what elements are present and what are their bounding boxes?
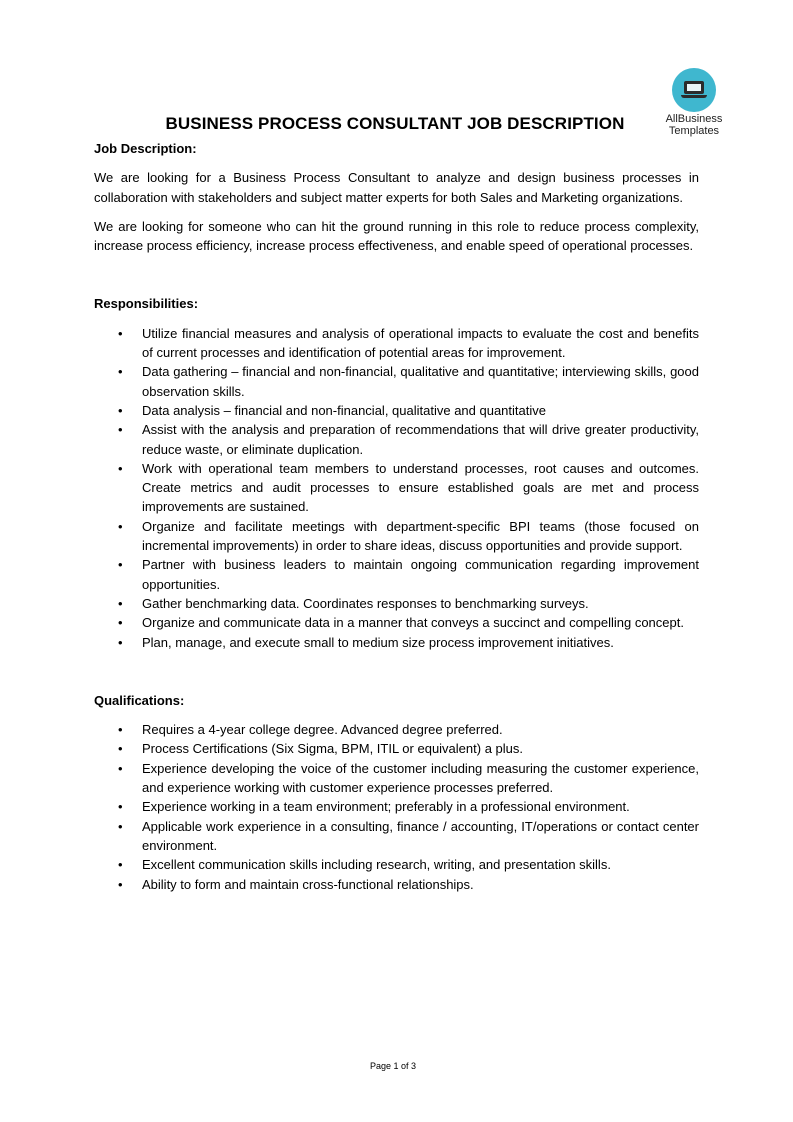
bullet-icon: • <box>118 325 123 341</box>
list-item: • Data gathering – financial and non-financial, qualitative and quantitative; interviewing skills, good observation skills. <box>118 364 699 399</box>
bullet-icon: • <box>118 857 123 873</box>
bullet-icon: • <box>118 722 123 738</box>
bullet-icon: • <box>118 634 123 650</box>
job-description-paragraph-1: We are looking for a Business Process Consultant to analyze and design business processes in collaboration with stakeholders and subject matter experts for both Sales and Marketing organizations. <box>94 170 699 205</box>
list-item: • Ability to form and maintain cross-functional relationships. <box>94 875 699 894</box>
responsibilities-heading: Responsibilities: <box>94 296 199 312</box>
bullet-icon: • <box>118 518 123 534</box>
bullet-icon: • <box>118 799 123 815</box>
laptop-icon <box>672 68 716 112</box>
bullet-icon: • <box>118 876 123 892</box>
list-item: • Assist with the analysis and preparation of recommendations that will drive greater productivity, reduce waste, or eliminate duplication. <box>118 422 699 457</box>
list-item: • Experience working in a team environment; preferably in a professional environment. <box>94 797 699 816</box>
list-item: • Partner with business leaders to maintain ongoing communication regarding improvement opportunities. <box>118 557 699 592</box>
job-description-heading: Job Description: <box>94 141 197 156</box>
list-item: • Excellent communication skills including research, writing, and presentation skills. <box>94 855 699 874</box>
list-item: • Requires a 4-year college degree. Advanced degree preferred. <box>94 720 699 739</box>
bullet-icon: • <box>118 741 123 757</box>
bullet-icon: • <box>118 595 123 611</box>
responsibilities-list <box>94 324 699 652</box>
job-description-paragraph-2: We are looking for someone who can hit the ground running in this role to reduce process complexity, increase process efficiency, increase process effectiveness, and enable speed of operational processes. <box>94 218 699 254</box>
page-number: Page 1 of 3 <box>369 1061 417 1071</box>
logo-line-2: Templates <box>668 125 720 137</box>
list-item: • Organize and communicate data in a manner that conveys a succinct and compelling concept. <box>94 613 699 632</box>
bullet-icon: • <box>118 402 123 418</box>
list-item: • Work with operational team members to understand processes, root causes and outcomes. Create metrics and audit processes to ensure established goals are met and process improvements are sustained. <box>118 460 699 515</box>
document-body <box>94 139 699 894</box>
bullet-icon: • <box>118 557 123 573</box>
bullet-icon: • <box>118 615 123 631</box>
list-item: • Plan, manage, and execute small to medium size process improvement initiatives. <box>94 633 699 652</box>
list-item: • Organize and facilitate meetings with department-specific BPI teams (those focused on incremental improvements) in order to share ideas, discuss opportunities and provide support. <box>118 518 699 554</box>
bullet-icon: • <box>118 364 123 380</box>
list-item: • Data analysis – financial and non-financial, qualitative and quantitative <box>94 401 699 420</box>
bullet-icon: • <box>118 460 123 476</box>
logo-line-1: AllBusiness <box>665 113 723 125</box>
list-item: • Gather benchmarking data. Coordinates responses to benchmarking surveys. <box>94 594 699 613</box>
list-item: • Experience developing the voice of the customer including measuring the customer experience, and experience working with customer experience processes preferred. <box>118 760 699 796</box>
qualifications-list <box>94 720 699 894</box>
bullet-icon: • <box>118 760 123 776</box>
list-item: • Process Certifications (Six Sigma, BPM, ITIL or equivalent) a plus. <box>94 739 699 758</box>
list-item: • Applicable work experience in a consulting, finance / accounting, IT/operations or contact center environment. <box>118 818 699 853</box>
bullet-icon: • <box>118 422 123 438</box>
list-item: • Utilize financial measures and analysis of operational impacts to evaluate the cost and benefits of current processes and identification of potential areas for improvement. <box>118 325 699 361</box>
bullet-icon: • <box>118 818 123 834</box>
qualifications-heading: Qualifications: <box>94 692 185 708</box>
document-title: BUSINESS PROCESS CONSULTANT JOB DESCRIPTION <box>165 114 625 133</box>
